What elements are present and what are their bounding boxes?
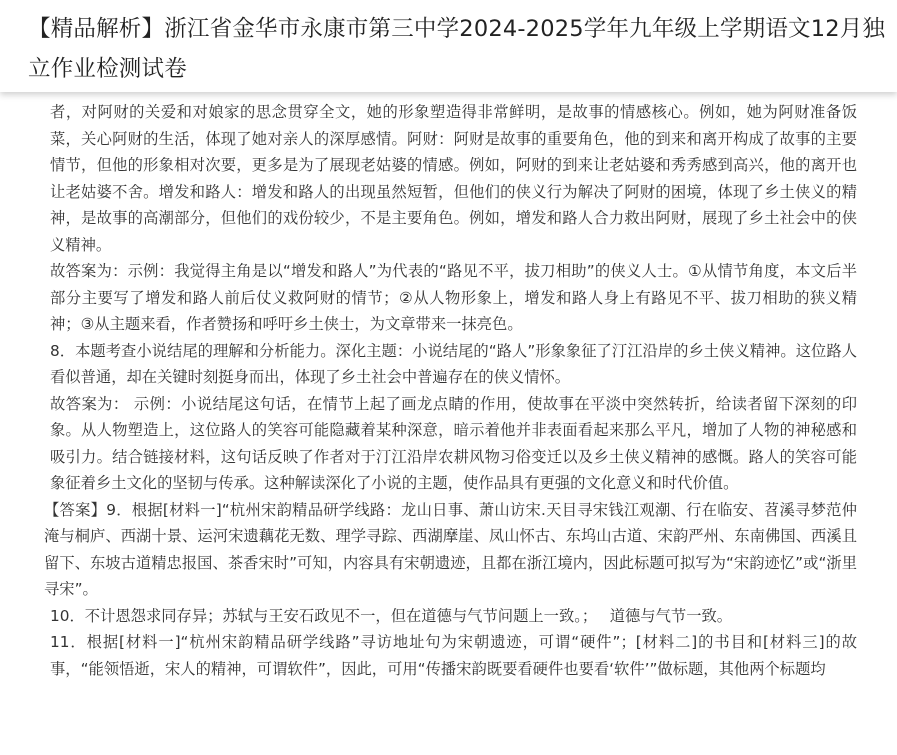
paragraph-list: [0, 92, 897, 682]
answer-paragraph: 【答案】9．根据[材料一]“杭州宋韵精品研学线路：龙山日事、萧山访宋.天目寻宋钱江观潮、行在临安、苕溪寻梦范仲淹与桐庐、西湖十景、运河宋遗藕花无数、理学寻踪、西湖摩崖、凤山怀古、东坞山古道、宋韵严州、东南佛国、西溪且留下、东坡古道精忠报国、茶香宋时”可知，内容具有宋朝遗迹，且都在浙江境内，因此标题可拟写为“宋韵迹忆”或“浙里寻宋”。: [44, 500, 857, 598]
document-body[interactable]: [0, 92, 897, 755]
paragraph: 者，对阿财的关爱和对娘家的思念贯穿全文，她的形象塑造得非常鲜明，是故事的情感核心。例如，她为阿财准备饭菜，关心阿财的生活，体现了她对亲人的深厚感情。阿财：阿财是故事的重要角色，他的到来和离开构成了故事的主要情节，但他的形象相对次要，更多是为了展现老姑婆的情感。例如，阿财的到来让老姑婆和秀秀感到高兴，他的离开也让老姑婆不舍。增发和路人：增发和路人的出现虽然短暂，但他们的侠义行为解决了阿财的困境，体现了乡土侠义的精神，是故事的高潮部分，但他们的戏份较少，不是主要角色。例如，增发和路人合力救出阿财，展现了乡土社会中的侠义精神。: [50, 103, 857, 254]
paragraph: 故答案为： 示例：小说结尾这句话，在情节上起了画龙点睛的作用，使故事在平淡中突然转折，给读者留下深刻的印象。从人物塑造上，这位路人的笑容可能隐藏着某种深意，暗示着他并非表面看起来那么平凡，增加了人物的神秘感和吸引力。结合链接材料，这句话反映了作者对于汀江沿岸农耕风物习俗变迁以及乡土侠义精神的感慨。路人的笑容可能象征着乡土文化的坚韧与传承。这种解读深化了小说的主题，使作品具有更强的文化意义和时代价值。: [50, 394, 857, 492]
paragraph: 11．根据[材料一]“杭州宋韵精品研学线路”寻访地址句为宋朝遗迹，可谓“硬件”；[材料二]的书目和[材料三]的故事，“能领悟逝，宋人的精神，可谓软件”，因此，可用“传播宋韵既要看硬件也要看‘软件’”做标题，其他两个标题均: [50, 633, 857, 678]
paragraph: 8．本题考查小说结尾的理解和分析能力。深化主题：小说结尾的“路人”形象象征了汀江沿岸的乡土侠义精神。这位路人看似普通，却在关键时刻挺身而出，体现了乡土社会中普遍存在的侠义情怀。: [50, 341, 857, 386]
page-header: [0, 0, 897, 92]
paragraph: 10．不计恩怨求同存异；苏轼与王安石政见不一，但在道德与气节问题上一致。； 道德与气节一致。: [50, 606, 733, 625]
paragraph: 故答案为：示例：我觉得主角是以“增发和路人”为代表的“路见不平，拔刀相助”的侠义人士。①从情节角度，本文后半部分主要写了增发和路人前后仗义救阿财的情节；②从人物形象上，增发和路人身上有路见不平、拔刀相助的狭义精神；③从主题来看，作者赞扬和呼吁乡土侠士，为文章带来一抹亮色。: [50, 262, 857, 333]
document-title: 【精品解析】浙江省金华市永康市第三中学2024-2025学年九年级上学期语文12月独立作业检测试卷: [28, 16, 886, 82]
